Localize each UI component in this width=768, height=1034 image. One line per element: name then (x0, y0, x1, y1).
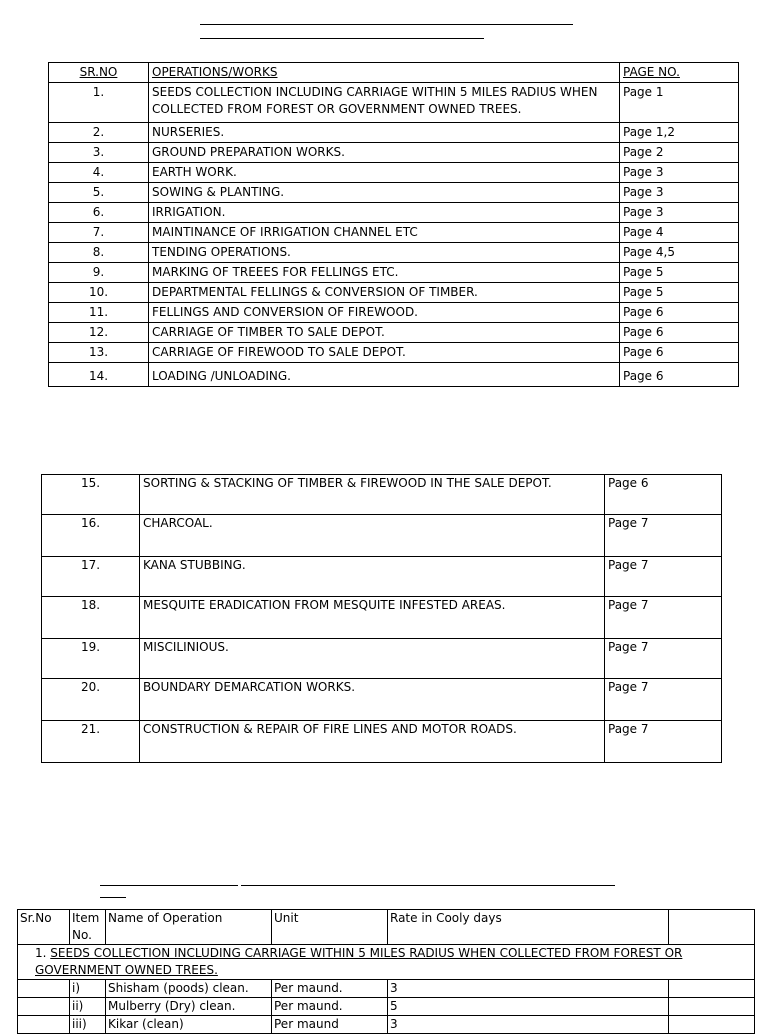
operation-cell: SOWING & PLANTING. (149, 183, 620, 203)
sr-cell: 19. (42, 639, 140, 679)
table-row (49, 363, 739, 387)
item-unit: Per maund. (272, 980, 388, 998)
item-number: i) (70, 980, 106, 998)
sr-cell: 8. (49, 243, 149, 263)
table-row (49, 123, 739, 143)
sr-no-header: SR.NO (79, 65, 118, 79)
sr-cell: 12. (49, 323, 149, 343)
sr-cell: 1. (49, 83, 149, 123)
table-row (42, 679, 722, 721)
page-cell: Page 6 (605, 475, 722, 515)
sr-cell: 6. (49, 203, 149, 223)
item-name: Shisham (poods) clean. (106, 980, 272, 998)
sr-cell: 7. (49, 223, 149, 243)
operation-cell: IRRIGATION. (149, 203, 620, 223)
item-name: Kikar (clean) (106, 1016, 272, 1034)
operation-cell: FELLINGS AND CONVERSION OF FIREWOOD. (149, 303, 620, 323)
page-cell: Page 5 (620, 283, 739, 303)
table-row (18, 980, 755, 998)
title-line-2 (200, 38, 484, 39)
operation-cell: SORTING & STACKING OF TIMBER & FIREWOOD IN THE SALE DEPOT. (140, 475, 605, 515)
item-rate: 3 (388, 980, 669, 998)
item-unit: Per maund (272, 1016, 388, 1034)
sr-cell: 5. (49, 183, 149, 203)
page-cell: Page 4,5 (620, 243, 739, 263)
operation-name-header: Name of Operation (106, 910, 272, 945)
operation-cell: CARRIAGE OF TIMBER TO SALE DEPOT. (149, 323, 620, 343)
sr-cell: 15. (42, 475, 140, 515)
operation-cell: LOADING /UNLOADING. (149, 363, 620, 387)
table-row (49, 83, 739, 123)
sr-cell: 11. (49, 303, 149, 323)
table-row (49, 303, 739, 323)
rates-heading-line-3 (100, 897, 126, 898)
operation-cell: MAINTINANCE OF IRRIGATION CHANNEL ETC (149, 223, 620, 243)
item-unit: Per maund. (272, 998, 388, 1016)
table-row (49, 143, 739, 163)
operation-cell: MESQUITE ERADICATION FROM MESQUITE INFESTED AREAS. (140, 597, 605, 639)
table-row (49, 183, 739, 203)
page-cell: Page 4 (620, 223, 739, 243)
sr-cell: 10. (49, 283, 149, 303)
table-row (49, 343, 739, 363)
table-row (49, 323, 739, 343)
page-cell: Page 3 (620, 163, 739, 183)
operation-cell: CHARCOAL. (140, 515, 605, 557)
sr-no-header: Sr.No (18, 910, 70, 945)
page-cell: Page 5 (620, 263, 739, 283)
operation-cell: TENDING OPERATIONS. (149, 243, 620, 263)
item-number: iii) (70, 1016, 106, 1034)
table-row (49, 283, 739, 303)
page-no-header: PAGE NO. (623, 65, 680, 79)
page-cell: Page 7 (605, 597, 722, 639)
rates-table (17, 909, 755, 1034)
operation-cell: MARKING OF TREEES FOR FELLINGS ETC. (149, 263, 620, 283)
page-cell: Page 7 (605, 515, 722, 557)
page-cell: Page 3 (620, 183, 739, 203)
page-cell: Page 6 (620, 343, 739, 363)
table-row (18, 998, 755, 1016)
sr-cell: 16. (42, 515, 140, 557)
sr-cell: 9. (49, 263, 149, 283)
item-rate: 3 (388, 1016, 669, 1034)
contents-table (48, 62, 739, 387)
sr-cell: 17. (42, 557, 140, 597)
page-cell: Page 6 (620, 363, 739, 387)
title-line-1 (200, 24, 573, 25)
page-cell: Page 1 (620, 83, 739, 123)
page-cell: Page 3 (620, 203, 739, 223)
table-row (18, 1016, 755, 1034)
operation-cell: CONSTRUCTION & REPAIR OF FIRE LINES AND MOTOR ROADS. (140, 721, 605, 763)
operation-cell: NURSERIES. (149, 123, 620, 143)
table-row (42, 721, 722, 763)
item-no-header: Item No. (70, 910, 106, 945)
table-row (49, 223, 739, 243)
sr-cell: 18. (42, 597, 140, 639)
contents-table-continued (41, 474, 722, 763)
operation-cell: KANA STUBBING. (140, 557, 605, 597)
section-row (18, 945, 755, 980)
extra-header (669, 910, 755, 945)
page-cell: Page 6 (620, 303, 739, 323)
page-cell: Page 7 (605, 639, 722, 679)
table-row (42, 475, 722, 515)
table-row (42, 557, 722, 597)
operation-cell: MISCILINIOUS. (140, 639, 605, 679)
section-title: SEEDS COLLECTION INCLUDING CARRIAGE WITHIN 5 MILES RADIUS WHEN COLLECTED FROM FOREST OR GOVERNMENT OWNED TREES. (35, 946, 683, 977)
table-row (42, 515, 722, 557)
page-cell: Page 1,2 (620, 123, 739, 143)
table-row (42, 597, 722, 639)
page-cell: Page 2 (620, 143, 739, 163)
operations-header: OPERATIONS/WORKS (152, 65, 278, 79)
table-row (49, 243, 739, 263)
table-row (42, 639, 722, 679)
rates-header-row (18, 910, 755, 945)
page-cell: Page 7 (605, 557, 722, 597)
rates-heading-line-2 (241, 885, 615, 886)
sr-cell: 3. (49, 143, 149, 163)
sr-cell: 14. (49, 363, 149, 387)
sr-cell: 20. (42, 679, 140, 721)
operation-cell: CARRIAGE OF FIREWOOD TO SALE DEPOT. (149, 343, 620, 363)
item-name: Mulberry (Dry) clean. (106, 998, 272, 1016)
item-rate: 5 (388, 998, 669, 1016)
sr-cell: 21. (42, 721, 140, 763)
rate-header: Rate in Cooly days (388, 910, 669, 945)
table-row (49, 203, 739, 223)
page-cell: Page 7 (605, 679, 722, 721)
operation-cell: DEPARTMENTAL FELLINGS & CONVERSION OF TIMBER. (149, 283, 620, 303)
page-cell: Page 6 (620, 323, 739, 343)
operation-cell: BOUNDARY DEMARCATION WORKS. (140, 679, 605, 721)
sr-cell: 4. (49, 163, 149, 183)
rates-heading-line-1 (100, 885, 238, 886)
sr-cell: 13. (49, 343, 149, 363)
table-row (49, 163, 739, 183)
contents-header-row (49, 63, 739, 83)
unit-header: Unit (272, 910, 388, 945)
operation-cell: SEEDS COLLECTION INCLUDING CARRIAGE WITHIN 5 MILES RADIUS WHEN COLLECTED FROM FOREST OR GOVERNMENT OWNED TREES. (149, 83, 620, 123)
page-cell: Page 7 (605, 721, 722, 763)
operation-cell: GROUND PREPARATION WORKS. (149, 143, 620, 163)
section-number: 1. (35, 946, 47, 960)
sr-cell: 2. (49, 123, 149, 143)
item-number: ii) (70, 998, 106, 1016)
table-row (49, 263, 739, 283)
operation-cell: EARTH WORK. (149, 163, 620, 183)
